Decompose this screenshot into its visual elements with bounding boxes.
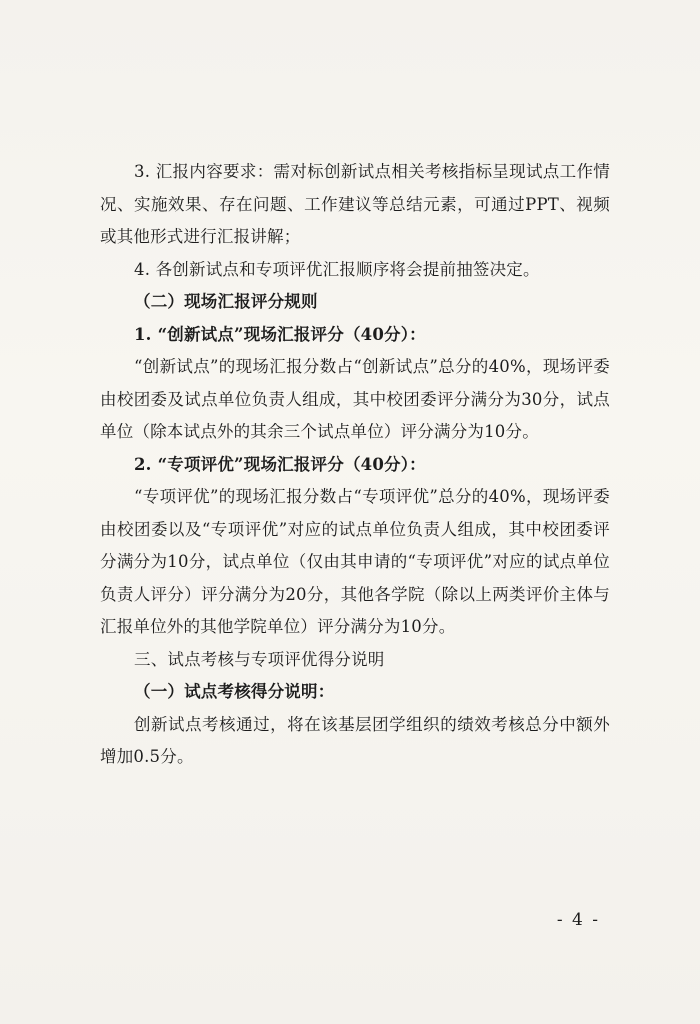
paragraph-pilot-assessment-score: 创新试点考核通过，将在该基层团学组织的绩效考核总分中额外增加0.5分。 <box>100 714 610 766</box>
subheading-pilot-assessment-score: （一）试点考核得分说明： <box>134 682 335 701</box>
paragraph-special-evaluation-scoring: “专项评优”的现场汇报分数占“专项评优”总分的40%，现场评委由校团委以及“专项评优”对应的试点单位负责人组成，其中校团委评分满分为10分，试点单位（仅由其申请的“专项评优”对应的试点单位负责人评分）评分满分为20分，其他各学院（除以上两类评价主体与汇报单位外的其他学院单位）评分满分为10分。 <box>100 487 610 636</box>
paragraph-report-requirements: 3. 汇报内容要求：需对标创新试点相关考核指标呈现试点工作情况、实施效果、存在问题、工作建议等总结元素，可通过PPT、视频或其他形式进行汇报讲解； <box>100 162 610 246</box>
document-body <box>100 156 610 774</box>
section-heading-score-explanation: 三、试点考核与专项评优得分说明 <box>134 649 385 669</box>
subheading-innovation-pilot-scoring: 1. “创新试点”现场汇报评分（40分）： <box>134 324 426 344</box>
section-heading-scoring-rules: （二）现场汇报评分规则 <box>134 292 318 311</box>
subheading-special-evaluation-scoring: 2. “专项评优”现场汇报评分（40分）： <box>134 454 426 474</box>
page-number: - 4 - <box>556 910 600 930</box>
paragraph-report-order: 4. 各创新试点和专项评优汇报顺序将会提前抽签决定。 <box>134 259 540 279</box>
paragraph-innovation-pilot-scoring: “创新试点”的现场汇报分数占“创新试点”总分的40%，现场评委由校团委及试点单位负责人组成，其中校团委评分满分为30分，试点单位（除本试点外的其余三个试点单位）评分满分为10分。 <box>100 357 610 441</box>
